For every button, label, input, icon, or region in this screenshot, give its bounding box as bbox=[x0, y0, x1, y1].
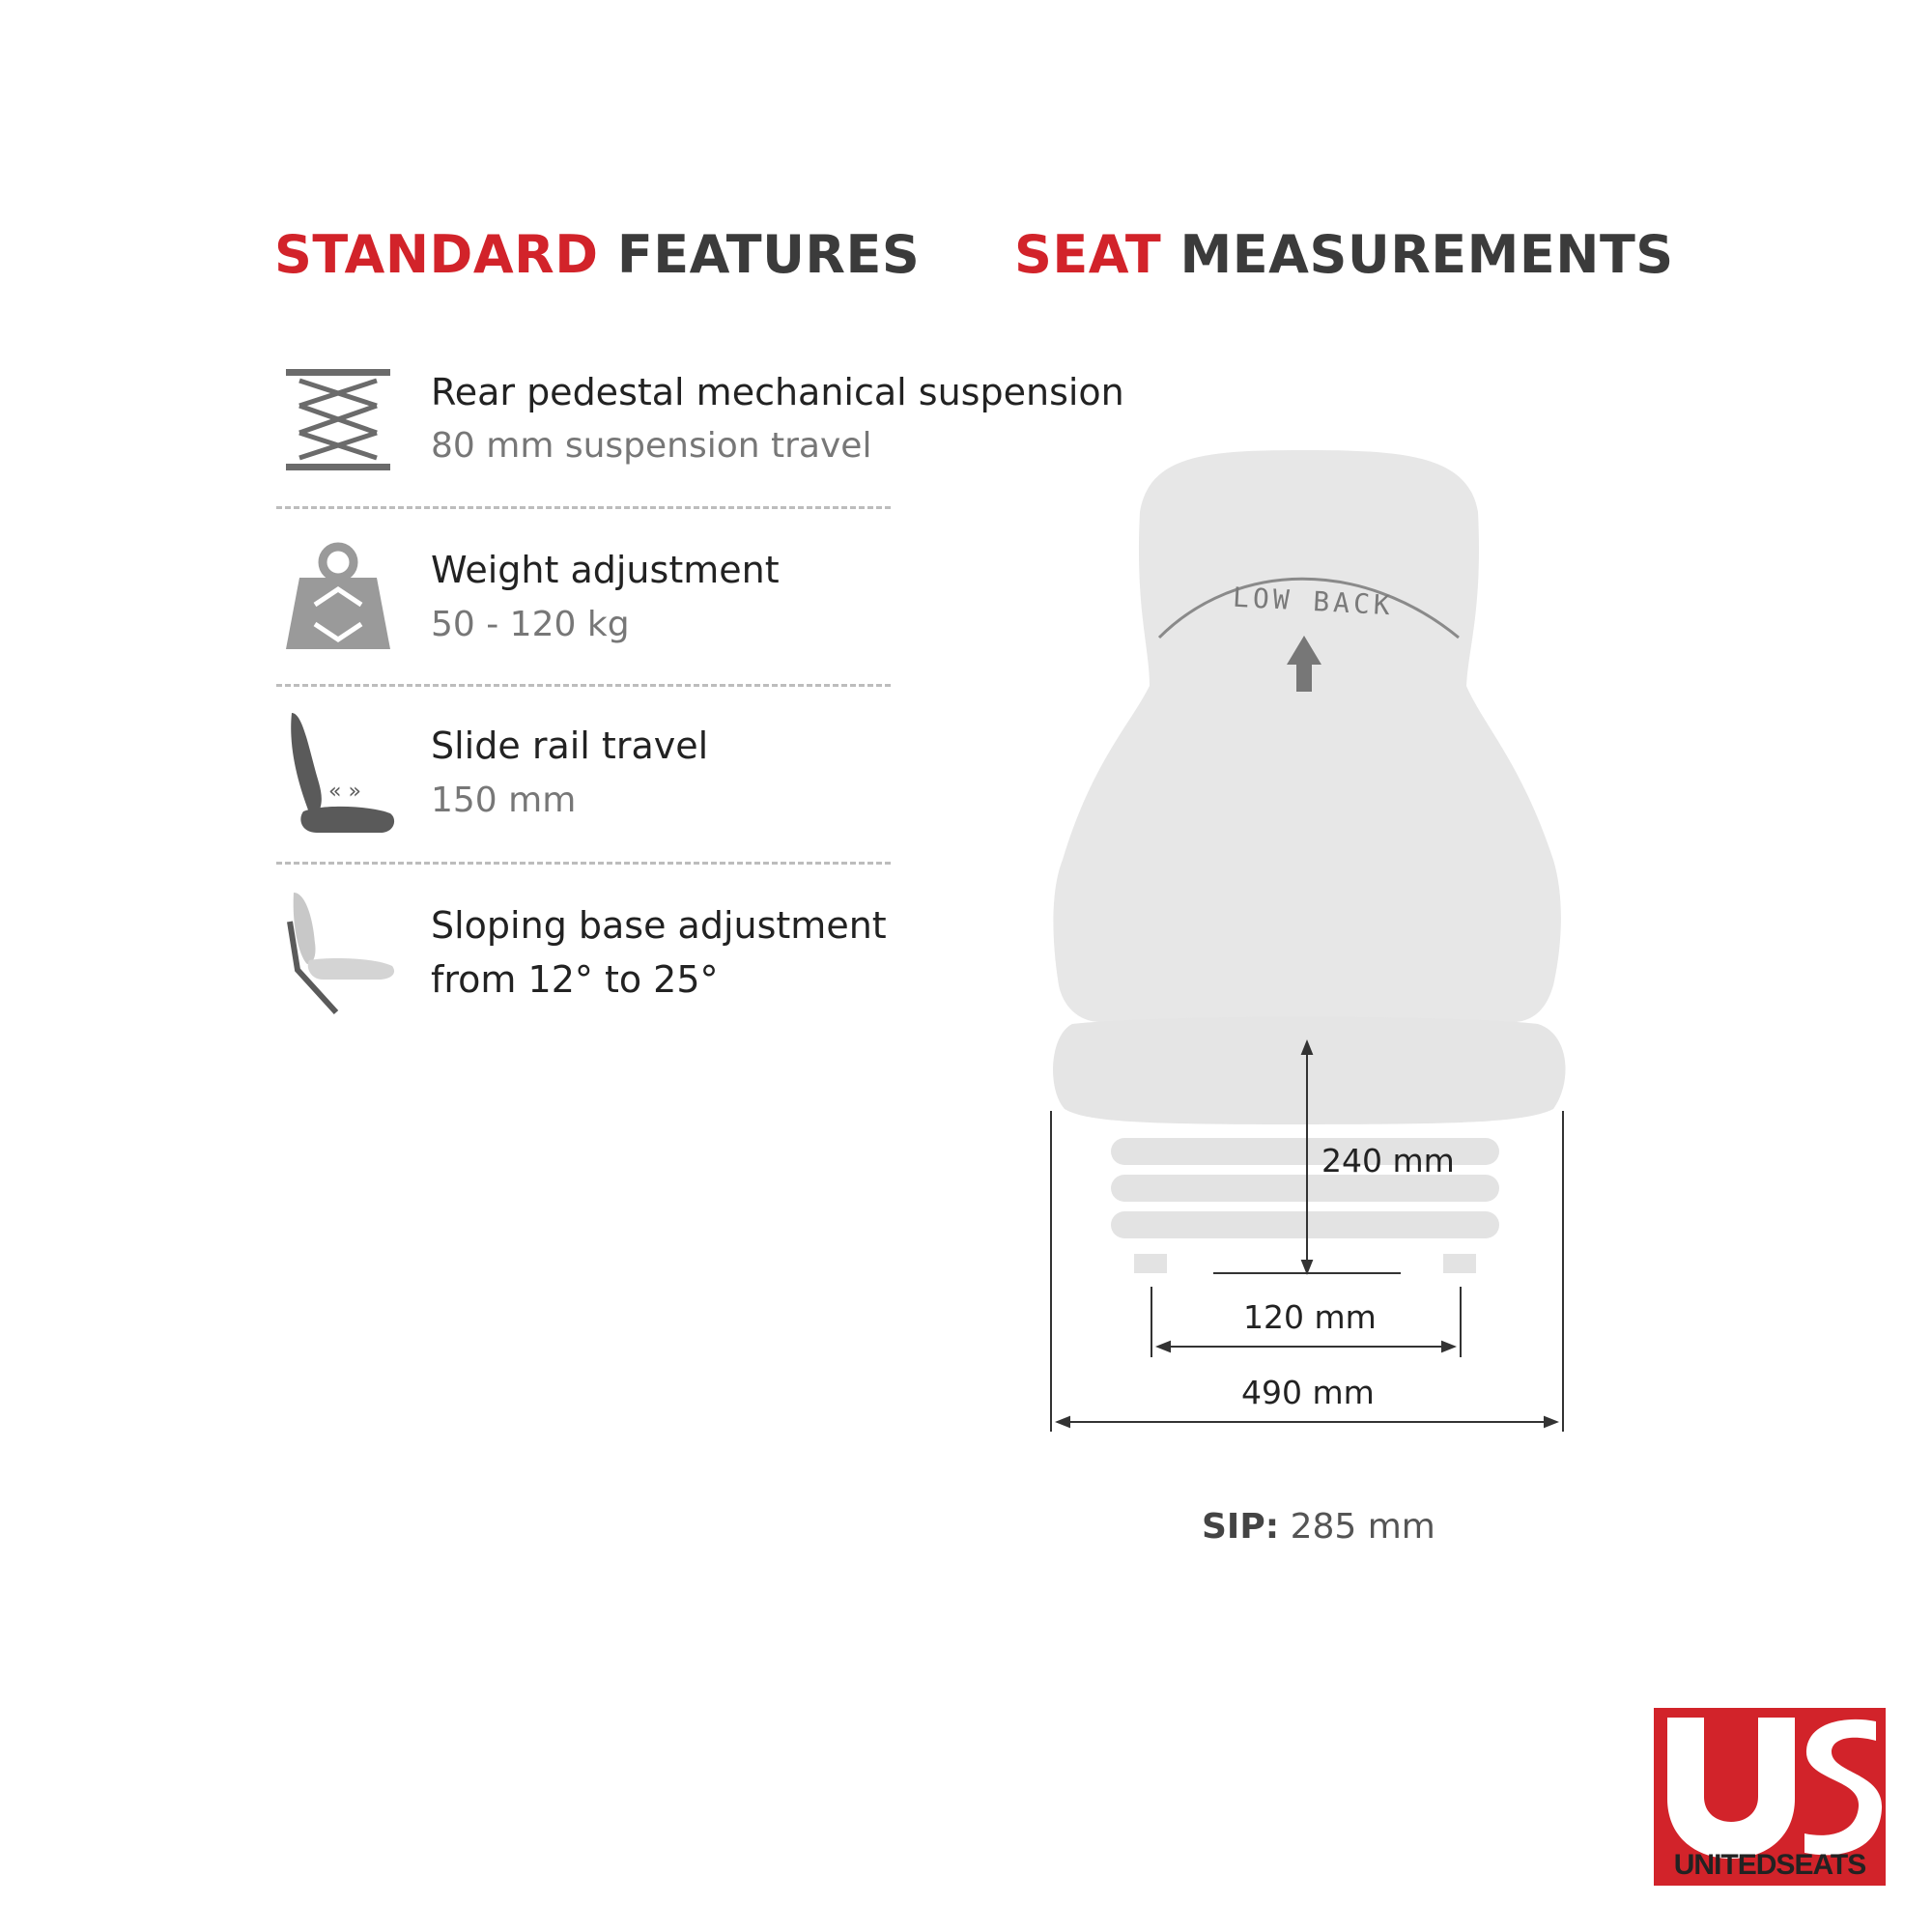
sip-label: SIP: bbox=[1202, 1507, 1280, 1547]
suspension-scissor-icon bbox=[284, 367, 392, 478]
svg-text:« »: « » bbox=[328, 780, 361, 804]
feature-divider bbox=[276, 684, 891, 687]
sloping-base-icon bbox=[284, 889, 398, 1019]
standard-features-heading-accent: STANDARD bbox=[274, 224, 599, 285]
sip-measurement bbox=[1202, 1507, 1435, 1547]
feature-title: Sloping base adjustment bbox=[431, 904, 887, 947]
feature-subtitle: from 12° to 25° bbox=[431, 958, 719, 1001]
feature-divider bbox=[276, 506, 891, 509]
seat-cushion bbox=[1053, 1017, 1565, 1125]
seat-measurements-heading-accent: SEAT bbox=[1014, 224, 1162, 285]
standard-features-heading-rest: FEATURES bbox=[616, 224, 921, 285]
feature-divider bbox=[276, 862, 891, 865]
standard-features-heading bbox=[274, 224, 920, 285]
weight-icon bbox=[284, 541, 392, 658]
feature-subtitle: 80 mm suspension travel bbox=[431, 426, 872, 466]
feature-subtitle: 150 mm bbox=[431, 781, 577, 820]
backrest-label: LOW BACK bbox=[1232, 581, 1395, 622]
inner-width-label: 120 mm bbox=[1243, 1298, 1377, 1336]
feature-title: Weight adjustment bbox=[431, 549, 780, 591]
seat-measurements-heading bbox=[1014, 224, 1674, 285]
backrest-shape bbox=[1053, 450, 1560, 1022]
brand-name: UNITEDSEATS bbox=[1673, 1849, 1866, 1881]
height-dimension-label: 240 mm bbox=[1321, 1142, 1455, 1179]
seat-slide-icon bbox=[284, 711, 398, 841]
feature-title: Slide rail travel bbox=[431, 724, 709, 767]
unitedseats-logo bbox=[1654, 1708, 1886, 1890]
seat-measurements-heading-rest: MEASUREMENTS bbox=[1179, 224, 1674, 285]
outer-width-label: 490 mm bbox=[1241, 1374, 1375, 1411]
feature-title: Rear pedestal mechanical suspension bbox=[431, 371, 1124, 413]
sip-value: 285 mm bbox=[1290, 1507, 1435, 1547]
feature-subtitle: 50 - 120 kg bbox=[431, 605, 630, 644]
